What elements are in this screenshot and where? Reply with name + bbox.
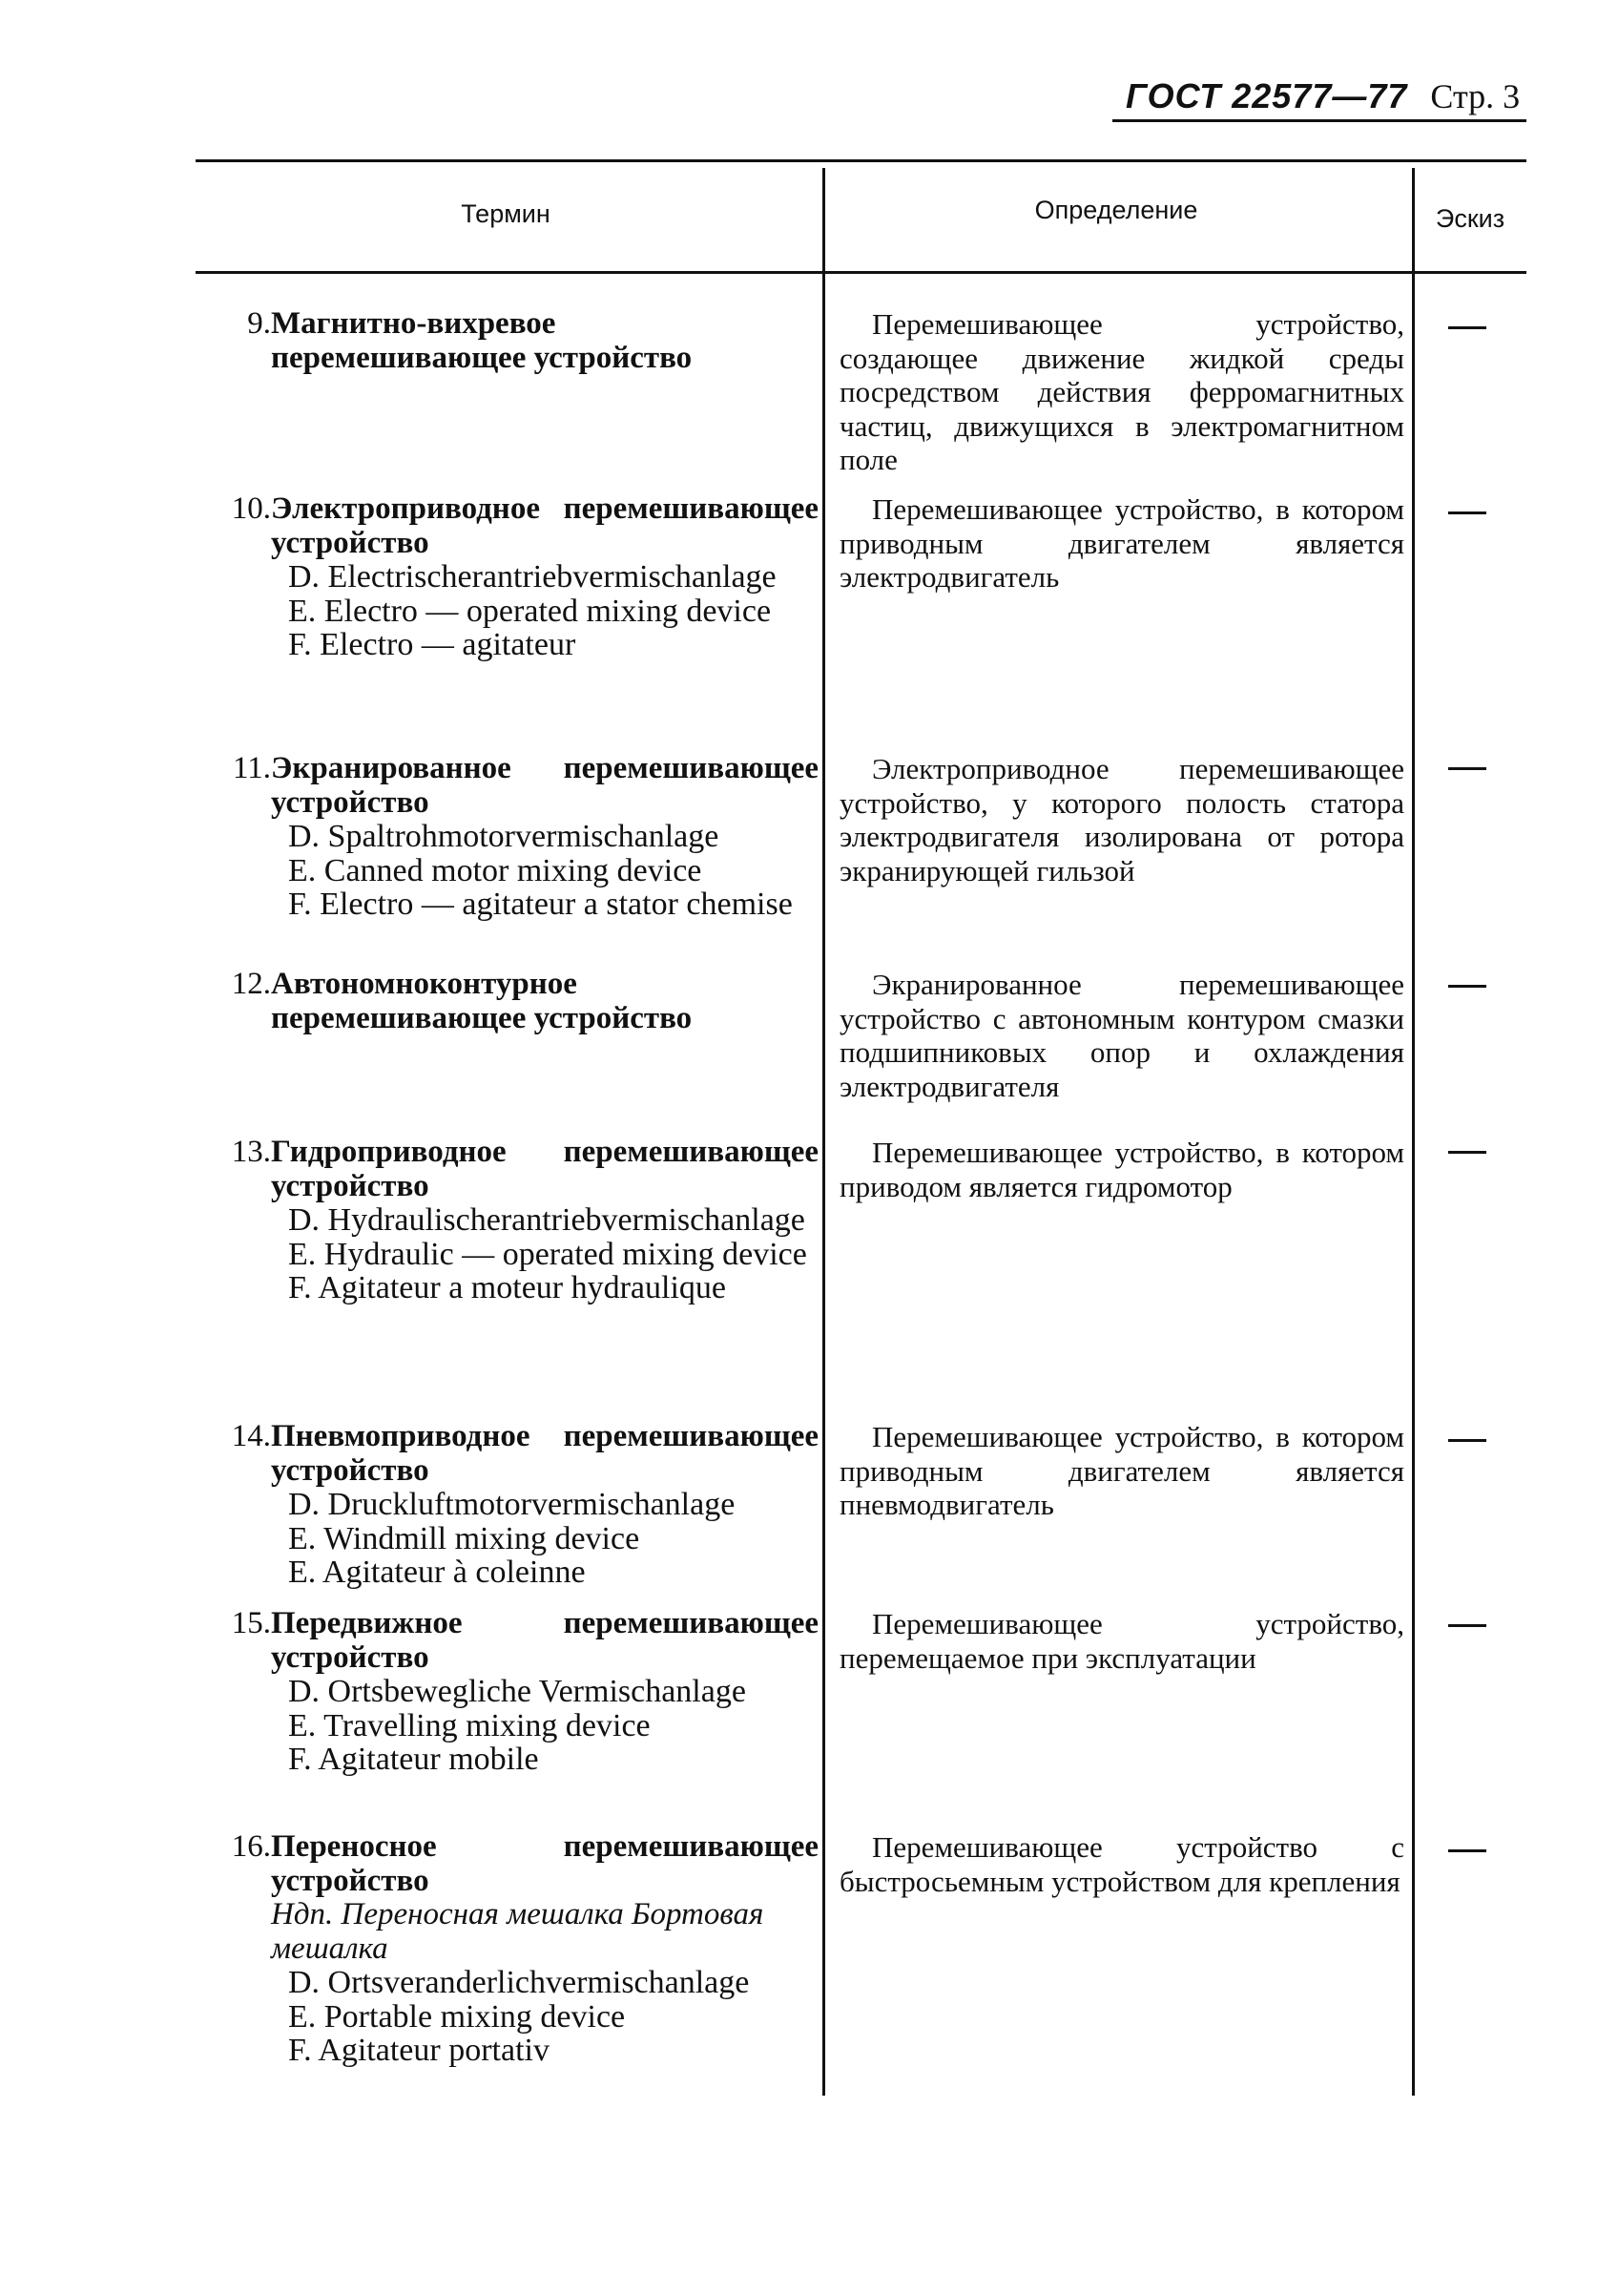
translations <box>271 820 819 922</box>
header-rule <box>1112 119 1526 122</box>
deprecated-terms <box>271 1898 819 1966</box>
term-name: Гидроприводное перемешивающее устройство <box>271 1135 819 1203</box>
term-definition: Перемешивающее устройство, перемещаемое при эксплуатации <box>840 1607 1404 1675</box>
sketch-dash <box>1448 1151 1486 1154</box>
term-number: 15. <box>231 1606 271 1640</box>
term-entry <box>208 968 819 1035</box>
page-header <box>1126 76 1526 124</box>
translations <box>271 1488 819 1590</box>
term-number: 10. <box>231 491 271 526</box>
term-entry <box>208 1607 819 1777</box>
sketch-dash <box>1448 985 1486 988</box>
translation-fr: F. Agitateur mobile <box>288 1742 539 1777</box>
translation-en: E. Hydraulic — operated mixing device <box>288 1236 807 1272</box>
term-definition: Перемешивающее устройство, в котором приводом является гидромотор <box>840 1136 1404 1203</box>
standard-code: ГОСТ 22577—77 <box>1126 76 1408 115</box>
column-divider-1 <box>822 168 825 2096</box>
table-top-rule <box>196 159 1526 162</box>
sketch-dash <box>1448 511 1486 514</box>
term-definition: Перемешивающее устройство, в котором приводным двигателем является электродвигатель <box>840 492 1404 594</box>
term-number: 9. <box>247 306 271 341</box>
translation-de: D. Hydraulischerantriebvermischanlage <box>288 1202 805 1238</box>
term-definition: Электроприводное перемешивающее устройство, у которого полость статора электродвигателя изолирована от ротора экранирующей гильзой <box>840 752 1404 887</box>
translation-en: E. Travelling mixing device <box>288 1707 651 1743</box>
translation-en: E. Canned motor mixing device <box>288 852 702 888</box>
term-entry <box>208 1136 819 1305</box>
term-name: Магнитно-вихревое перемешивающее устройство <box>271 306 693 375</box>
term-name: Передвижное перемешивающее устройство <box>271 1606 819 1675</box>
translation-en: E. Electro — operated mixing device <box>288 593 772 629</box>
term-number: 11. <box>232 751 271 785</box>
column-header-definition: Определение <box>1034 196 1198 224</box>
translations <box>271 560 819 662</box>
sketch-dash <box>1448 1624 1486 1627</box>
term-number: 13. <box>231 1135 271 1169</box>
translation-fr: F. Agitateur portativ <box>288 2033 550 2068</box>
page-number: Стр. 3 <box>1430 77 1521 115</box>
term-number: 14. <box>231 1419 271 1453</box>
term-entry <box>208 1420 819 1590</box>
translation-de: D. Ortsveranderlichvermischanlage <box>288 1965 750 2000</box>
term-entry <box>208 752 819 922</box>
translation-de: D. Electrischerantriebvermischanlage <box>288 559 777 595</box>
term-name: Электроприводное перемешивающее устройство <box>271 491 819 560</box>
translations <box>271 1675 819 1777</box>
column-header-sketch: Эскиз <box>1435 204 1505 233</box>
translation-en: E. Portable mixing device <box>288 1998 626 2035</box>
sketch-dash <box>1448 326 1486 329</box>
column-divider-2 <box>1412 168 1415 2096</box>
term-name: Автономноконтурное перемешивающее устройство <box>271 967 693 1035</box>
translation-fr: F. Electro — agitateur <box>288 627 576 662</box>
sketch-dash <box>1448 767 1486 770</box>
term-number: 12. <box>231 967 271 1001</box>
term-definition: Экранированное перемешивающее устройство с автономным контуром смазки подшипниковых опор и охлаждения электродвигателя <box>840 968 1404 1103</box>
term-definition: Перемешивающее устройство, в котором приводным двигателем является пневмодвигатель <box>840 1420 1404 1521</box>
translation-de: D. Ortsbewegliche Vermischanlage <box>288 1674 746 1709</box>
term-entry <box>208 492 819 662</box>
sketch-dash <box>1448 1849 1486 1852</box>
ndp-text: Ндп. Переносная мешалка Бортовая мешалка <box>271 1897 764 1966</box>
column-header-term: Термин <box>461 199 550 228</box>
translation-fr: F. Electro — agitateur a stator chemise <box>288 887 793 922</box>
term-name: Экранированное перемешивающее устройство <box>271 751 819 820</box>
term-definition: Перемешивающее устройство, создающее движение жидкой среды посредством действия ферромагнитных частиц, движущихся в электромагнитном поле <box>840 307 1404 476</box>
term-entry <box>208 1830 819 2068</box>
translations <box>271 1966 819 2068</box>
term-name: Пневмоприводное перемешивающее устройство <box>271 1419 819 1488</box>
sketch-dash <box>1448 1439 1486 1442</box>
term-name: Переносное перемешивающее устройство <box>271 1829 819 1898</box>
translations <box>271 1203 819 1305</box>
translation-en: E. Windmill mixing device <box>288 1520 640 1556</box>
translation-de: D. Spaltrohmotorvermischanlage <box>288 819 719 854</box>
translation-fr: F. Agitateur a moteur hydraulique <box>288 1270 726 1305</box>
term-entry <box>208 307 819 375</box>
term-definition: Перемешивающее устройство с быстросьемным устройством для крепления <box>840 1830 1404 1898</box>
translation-fr: E. Agitateur à coleinne <box>288 1555 586 1590</box>
table-head-rule <box>196 271 1526 274</box>
term-number: 16. <box>231 1829 271 1864</box>
translation-de: D. Druckluftmotorvermischanlage <box>288 1487 736 1522</box>
